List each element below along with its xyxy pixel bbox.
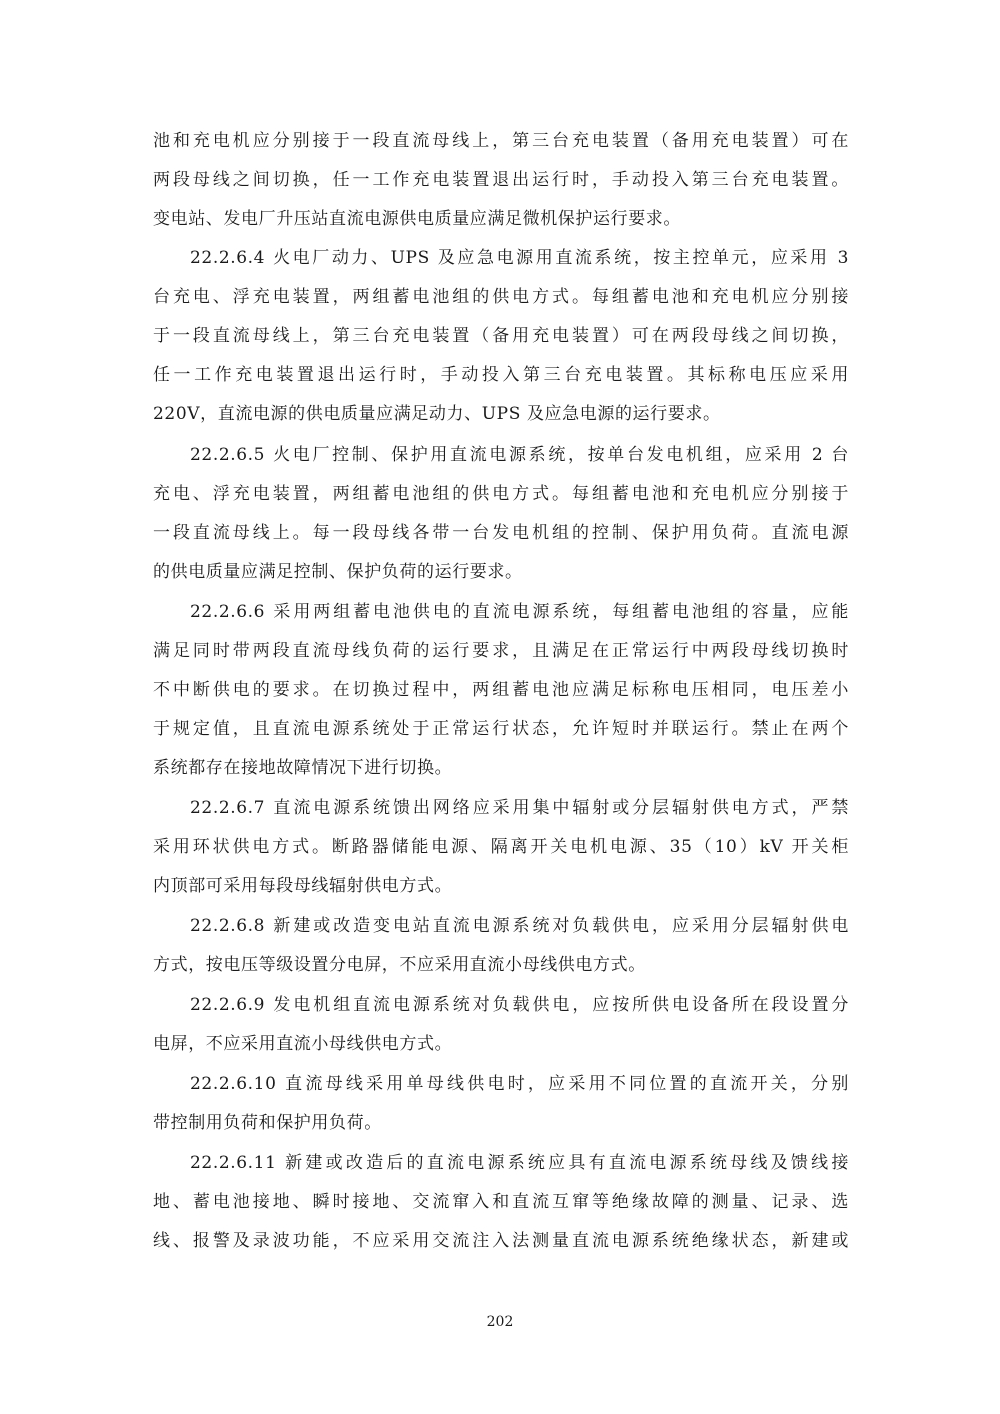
text-line: 任一工作充电装置退出运行时，手动投入第三台充电装置。其标称电压应采用 <box>153 365 849 385</box>
clause-heading-line: 22.2.6.8 新建或改造变电站直流电源系统对负载供电，应采用分层辐射供电 <box>190 916 849 936</box>
page-number: 202 <box>486 1314 514 1330</box>
clause-heading-line: 22.2.6.7 直流电源系统馈出网络应采用集中辐射或分层辐射供电方式，严禁 <box>190 798 849 818</box>
text-line: 满足同时带两段直流母线负荷的运行要求，且满足在正常运行中两段母线切换时 <box>153 641 849 661</box>
text-line: 于一段直流母线上，第三台充电装置（备用充电装置）可在两段母线之间切换， <box>153 326 849 346</box>
clause-heading-line: 22.2.6.9 发电机组直流电源系统对负载供电，应按所供电设备所在段设置分 <box>190 995 849 1015</box>
text-line: 220V，直流电源的供电质量应满足动力、UPS 及应急电源的运行要求。 <box>153 404 721 424</box>
clause-heading-line: 22.2.6.6 采用两组蓄电池供电的直流电源系统，每组蓄电池组的容量，应能 <box>190 602 849 622</box>
text-line: 充电、浮充电装置，两组蓄电池组的供电方式。每组蓄电池和充电机应分别接于 <box>153 484 849 504</box>
text-line: 池和充电机应分别接于一段直流母线上，第三台充电装置（备用充电装置）可在 <box>153 131 849 151</box>
text-line: 内顶部可采用每段母线辐射供电方式。 <box>153 876 453 896</box>
text-line: 的供电质量应满足控制、保护负荷的运行要求。 <box>153 562 523 582</box>
text-line: 方式，按电压等级设置分电屏，不应采用直流小母线供电方式。 <box>153 955 646 975</box>
text-line: 采用环状供电方式。断路器储能电源、隔离开关电机电源、35（10）kV 开关柜 <box>153 837 849 857</box>
text-line: 地、蓄电池接地、瞬时接地、交流窜入和直流互窜等绝缘故障的测量、记录、选 <box>153 1192 849 1212</box>
text-line: 电屏，不应采用直流小母线供电方式。 <box>153 1034 453 1054</box>
text-line: 于规定值，且直流电源系统处于正常运行状态，允许短时并联运行。禁止在两个 <box>153 719 849 739</box>
text-line: 系统都存在接地故障情况下进行切换。 <box>153 758 453 778</box>
clause-heading-line: 22.2.6.4 火电厂动力、UPS 及应急电源用直流系统，按主控单元，应采用 3 <box>190 248 849 268</box>
clause-heading-line: 22.2.6.5 火电厂控制、保护用直流电源系统，按单台发电机组，应采用 2 台 <box>190 445 849 465</box>
text-line: 变电站、发电厂升压站直流电源供电质量应满足微机保护运行要求。 <box>153 209 681 229</box>
clause-heading-line: 22.2.6.10 直流母线采用单母线供电时，应采用不同位置的直流开关，分别 <box>190 1074 849 1094</box>
text-line: 一段直流母线上。每一段母线各带一台发电机组的控制、保护用负荷。直流电源 <box>153 523 849 543</box>
text-line: 两段母线之间切换，任一工作充电装置退出运行时，手动投入第三台充电装置。 <box>153 170 849 190</box>
text-line: 带控制用负荷和保护用负荷。 <box>153 1113 382 1133</box>
text-line: 台充电、浮充电装置，两组蓄电池组的供电方式。每组蓄电池和充电机应分别接 <box>153 287 849 307</box>
clause-heading-line: 22.2.6.11 新建或改造后的直流电源系统应具有直流电源系统母线及馈线接 <box>190 1153 849 1173</box>
text-line: 线、报警及录波功能，不应采用交流注入法测量直流电源系统绝缘状态，新建或 <box>153 1231 849 1251</box>
text-line: 不中断供电的要求。在切换过程中，两组蓄电池应满足标称电压相同，电压差小 <box>153 680 849 700</box>
